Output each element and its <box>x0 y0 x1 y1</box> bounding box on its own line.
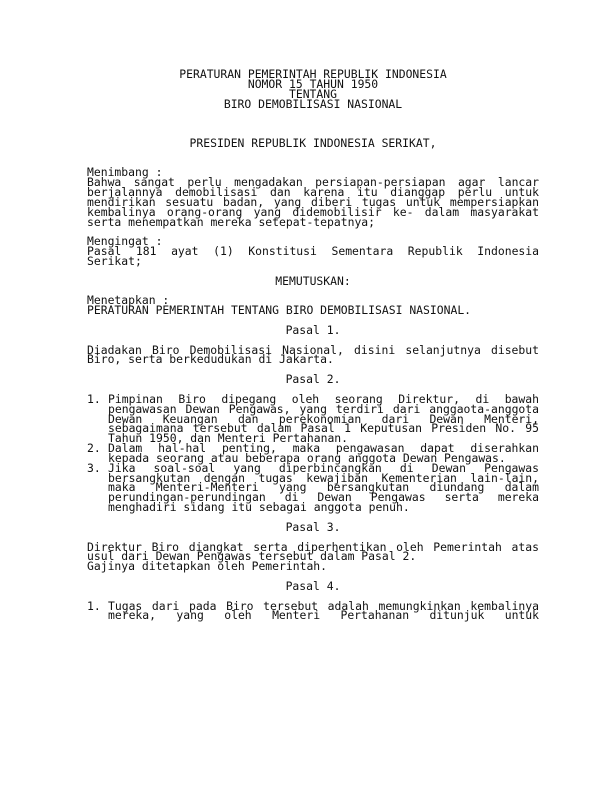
pasal-3-line: Gajinya ditetapkan oleh Pemerintah. <box>87 559 328 574</box>
item-line: Tugas dari pada Biro tersebut adalah memungkinkan kembalinya <box>108 598 539 613</box>
item-line: Dewan Keuangan dan perekonomian dari Dewan Menteri, <box>108 411 539 426</box>
item-line: Pimpinan Biro dipegang oleh seorang Direktur, di bawah <box>108 391 539 406</box>
menimbang-label: Menimbang : <box>87 165 163 180</box>
president-heading: PRESIDEN REPUBLIK INDONESIA SERIKAT, <box>189 135 437 150</box>
item-number: 1. <box>87 598 101 613</box>
title-line-3: TENTANG <box>288 86 337 101</box>
pasal-2-item-3 <box>87 460 539 515</box>
item-line: perundingan-perundingan di Dewan Pengawas serta mereka <box>108 490 539 505</box>
title-line-1: PERATURAN PEMERINTAH REPUBLIK INDONESIA <box>179 67 447 81</box>
item-line: maka Menteri-Menteri yang bersangkutan diundang dalam <box>108 480 539 495</box>
item-number: 3. <box>87 460 101 475</box>
pasal-3-line: Direktur Biro diangkat serta diperhentikan oleh Pemerintah atas <box>87 539 539 554</box>
item-number: 2. <box>87 441 101 456</box>
pasal-2-item-1 <box>87 391 539 446</box>
menimbang-line: Bahwa sangat perlu mengadakan persiapan-persiapan agar lancar <box>87 175 539 190</box>
pasal-1-line: Biro, serta berkedudukan di Jakarta. <box>87 352 334 367</box>
pasal-3-heading: Pasal 3. <box>285 519 341 534</box>
pasal-4-heading: Pasal 4. <box>285 578 341 593</box>
pasal-3-line: usul dari Dewan Pengawas tersebut dalam Pasal 2. <box>87 549 417 564</box>
mengingat-line: Pasal 181 ayat (1) Konstitusi Sementara Republik Indonesia <box>87 244 539 259</box>
document-page <box>87 67 539 623</box>
title-line-4: BIRO DEMOBILISASI NASIONAL <box>223 96 403 111</box>
pasal-1-line: Diadakan Biro Demobilisasi Nasional, disini selanjutnya disebut <box>87 342 539 357</box>
mengingat-label: Mengingat : <box>87 234 163 249</box>
item-number: 1. <box>87 391 101 406</box>
pasal-4-item-1 <box>87 598 539 623</box>
item-line: sebagaimana tersebut dalam Pasal 1 Keputusan Presiden No. 95 <box>108 421 539 436</box>
menimbang-line: berjalannya demobilisasi dan karena itu dianggap perlu untuk <box>87 185 539 200</box>
item-line: Dalam hal-hal penting, maka pengawasan dapat diserahkan <box>108 441 539 456</box>
item-line: kepada seorang atau beberapa orang anggota Dewan Pengawas. <box>108 450 506 465</box>
mengingat-line: Serikat; <box>87 254 142 269</box>
menetapkan-label: Menetapkan : <box>87 293 170 308</box>
menimbang-line: mendirikan sesuatu badan, yang diberi tugas untuk mempersiapkan <box>87 194 539 209</box>
pasal-1-heading: Pasal 1. <box>285 322 341 337</box>
item-line: Tahun 1950, dan Menteri Pertahanan. <box>108 431 349 446</box>
item-line: mereka, yang oleh Menteri Pertahanan ditunjuk untuk <box>108 608 539 623</box>
menimbang-line: serta menempatkan mereka setepat-tepatnya; <box>87 214 376 229</box>
item-line: pengawasan Dewan Pengawas, yang terdiri dari anggaota-anggota <box>108 401 539 416</box>
pasal-2-heading: Pasal 2. <box>285 372 341 387</box>
item-line: Jika soal-soal yang diperbincangkan di Dewan Pengawas <box>108 460 539 475</box>
menetapkan-text: PERATURAN PEMERINTAH TENTANG BIRO DEMOBILISASI NASIONAL. <box>87 303 472 318</box>
title-line-2: NOMOR 15 TAHUN 1950 <box>247 76 379 91</box>
item-line: menghadiri sidang itu sebagai anggota penuh. <box>108 500 410 515</box>
memutuskan-heading: MEMUTUSKAN: <box>275 273 351 288</box>
item-line: bersangkutan dengan tugas kewajiban Kementerian lain-lain, <box>108 470 539 485</box>
menimbang-line: kembalinya orang-orang yang didemobilisir ke- dalam masyarakat <box>87 204 539 219</box>
